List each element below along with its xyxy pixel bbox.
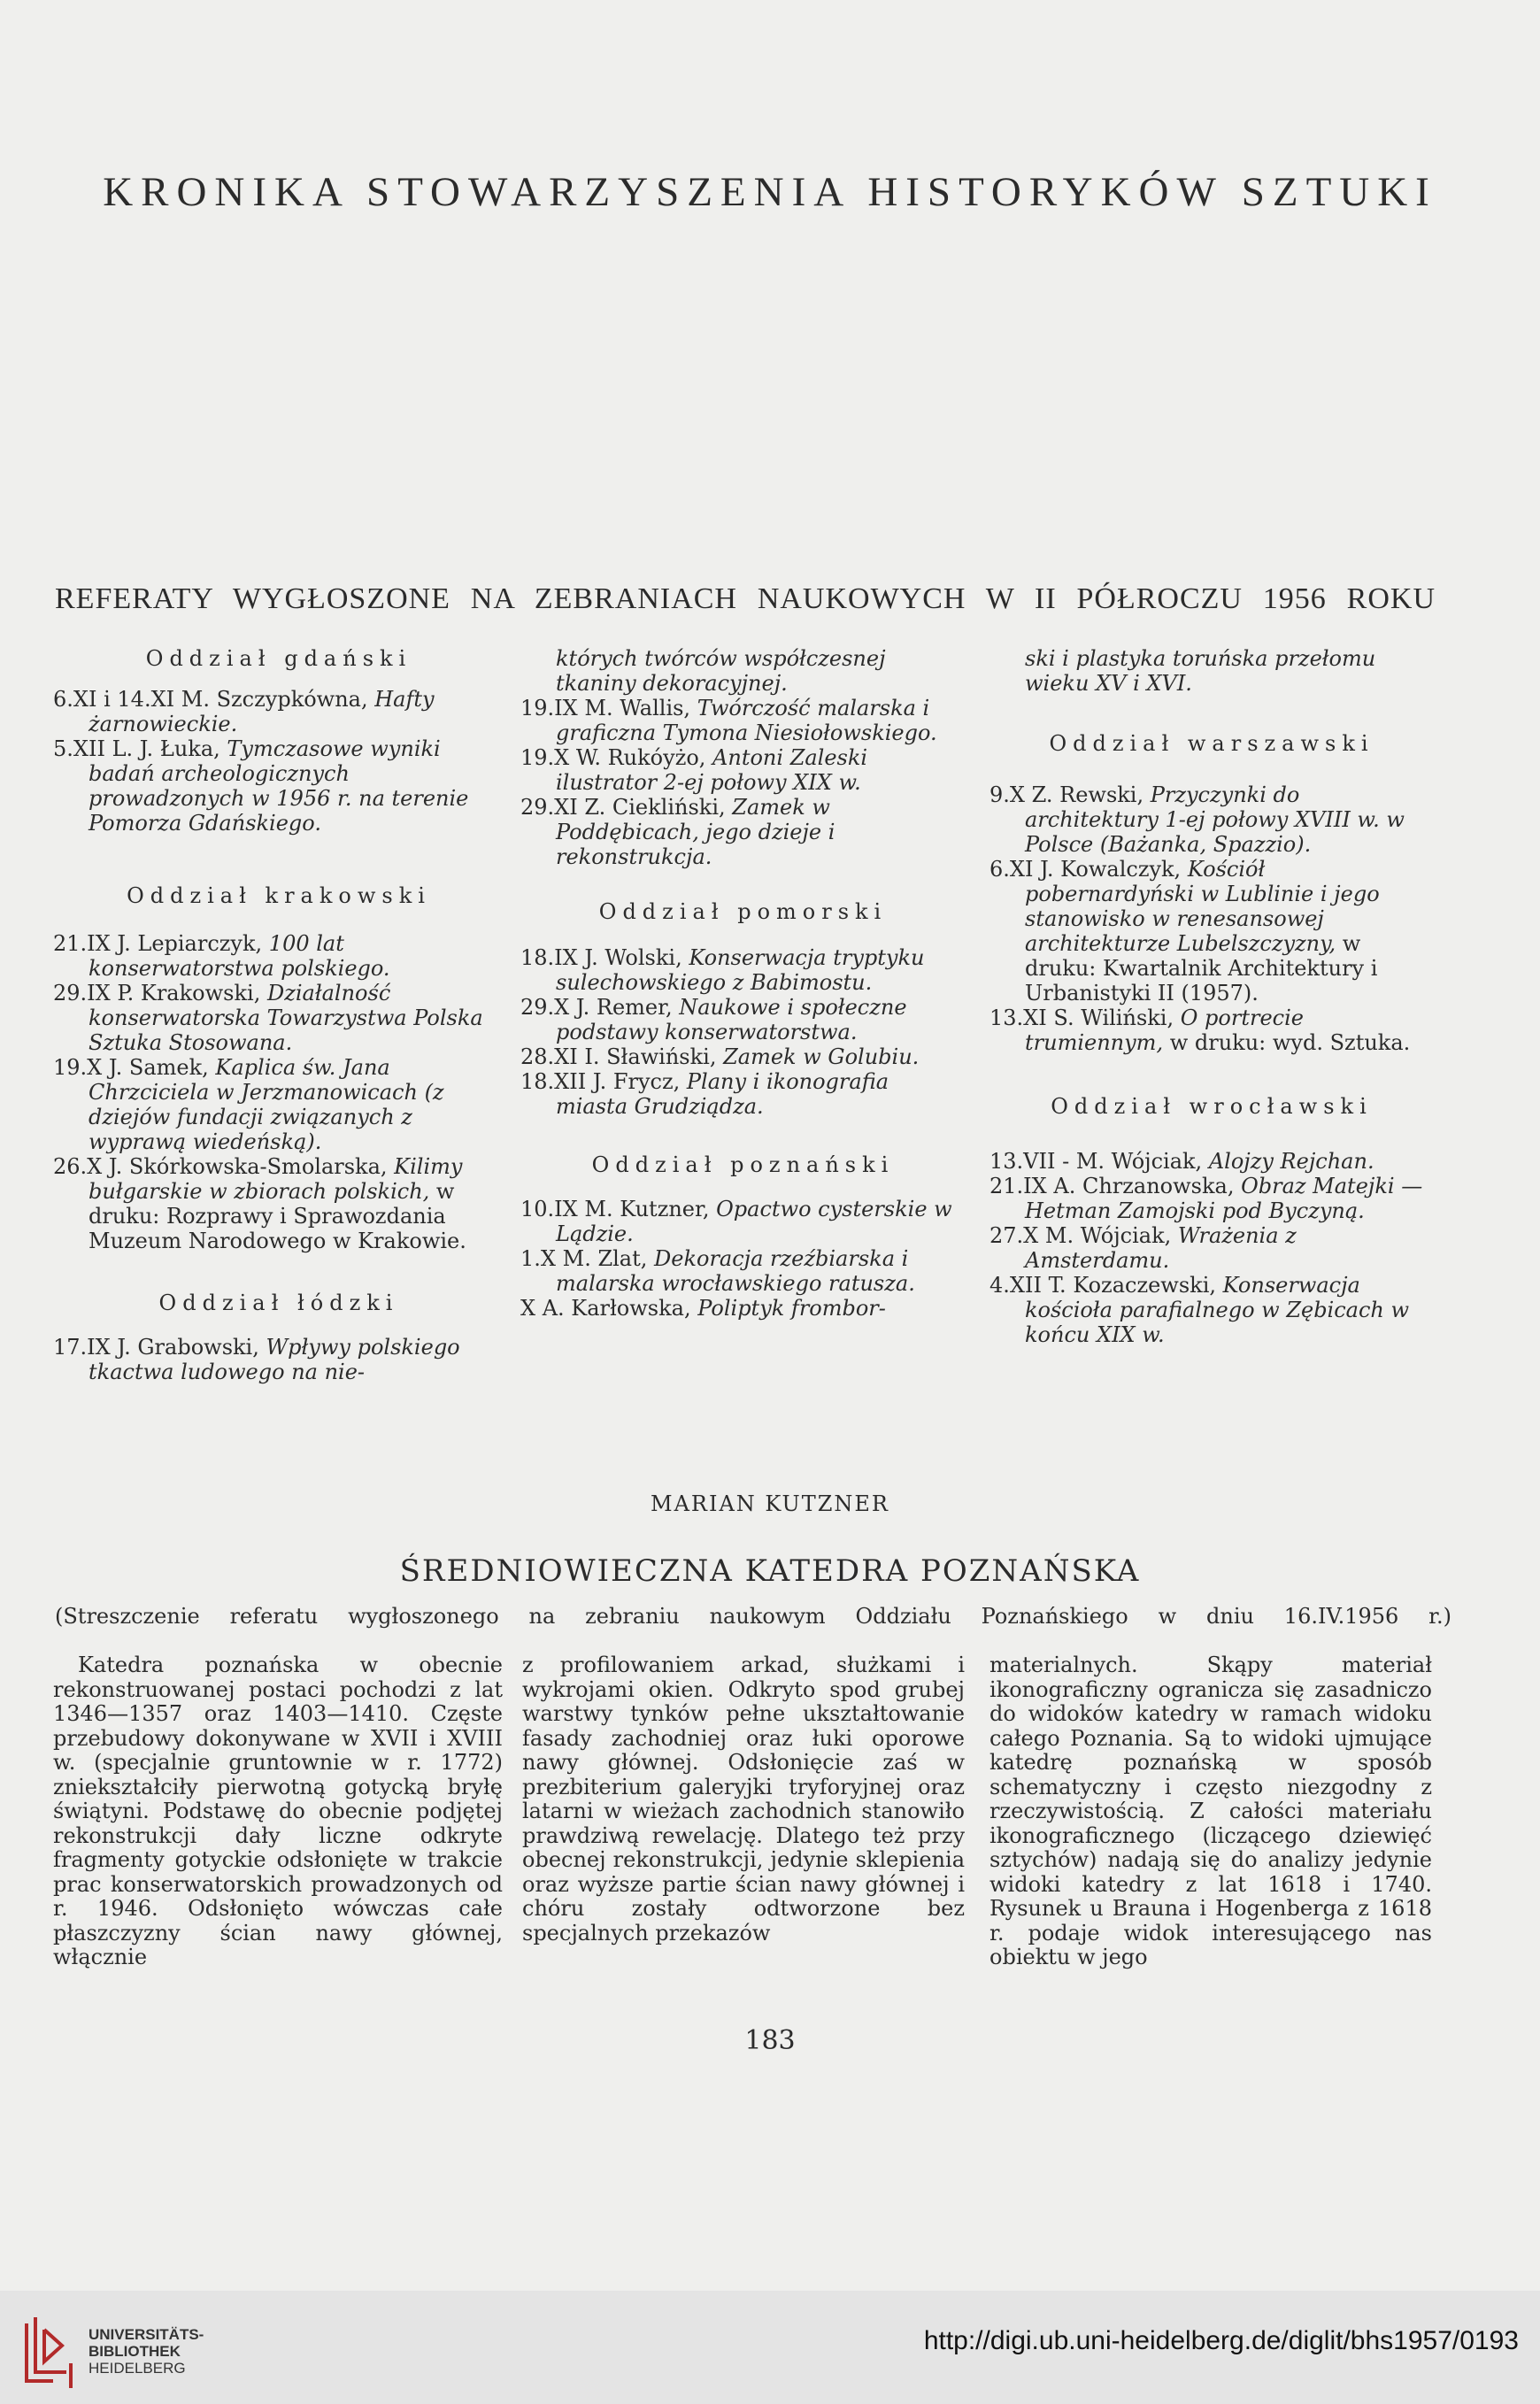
entry-author: 4.XII T. Kozaczewski, xyxy=(989,1273,1223,1298)
footer-bar xyxy=(0,2291,1540,2404)
entry-title: Przyczynki do architektury 1-ej połowy XVIII w. w Polsce (Bażanka, Spazzio). xyxy=(1025,782,1405,857)
library-line: BIBLIOTHEK xyxy=(89,2343,181,2360)
report-entry xyxy=(53,931,504,981)
library-name xyxy=(89,2326,204,2377)
entry-title: Konserwacja tryptyku sulechowskiego z Babimostu. xyxy=(556,945,925,995)
entry-author: 10.IX M. Kutzner, xyxy=(520,1197,717,1221)
entry-author: 21.IX A. Chrzanowska, xyxy=(989,1174,1242,1198)
report-entry xyxy=(989,782,1434,857)
entry-author: 18.IX J. Wolski, xyxy=(520,945,689,970)
report-entry xyxy=(989,857,1434,1006)
entry-note: w druku: wyd. Sztuka. xyxy=(1163,1030,1411,1055)
paragraph: Katedra poznańska w obecnie rekonstruowanej postaci pochodzi z lat 1346—1357 oraz 1403—1410. Częste przebudowy dokonywane w XVII i XVIII w. (specjalnie gruntownie w r. 1772) zniekształciły pierwotną gotycką bryłę świątyni. Podstawę do obecnie podjętej rekonstrukcji dały liczne odkryte fragmenty gotyckie odsłonięte w trakcie prac konserwatorskich prowadzonych od r. 1946. Odsłonięto wówczas całe płaszczyzny ścian nawy głównej, włącznie xyxy=(53,1653,503,1969)
entry-title: Hafty żarnowieckie. xyxy=(89,687,435,736)
entry-author: 18.XII J. Frycz, xyxy=(520,1069,687,1094)
report-entry xyxy=(520,745,966,795)
list-lodzki-continued xyxy=(520,696,966,869)
report-entry xyxy=(989,1223,1434,1273)
entry-title: Twórczość malarska i graficzna Tymona Niesiołowskiego. xyxy=(556,696,937,745)
entry-author: 19.X J. Samek, xyxy=(53,1055,216,1080)
section-heading-poznanski: Oddział poznański xyxy=(591,1152,895,1177)
report-entry xyxy=(53,1335,504,1384)
entry-author: 26.X J. Skórkowska-Smolarska, xyxy=(53,1154,395,1179)
entry-note: w druku: Rozprawy i Sprawozdania Muzeum Narodowego w Krakowie. xyxy=(89,1179,466,1253)
list-pomorski xyxy=(520,945,966,1119)
source-url-link[interactable]: http://digi.ub.uni-heidelberg.de/diglit/bhs1957/0193 xyxy=(923,2326,1519,2355)
entry-title: O portrecie trumiennym, xyxy=(1025,1006,1304,1055)
section-heading-lodzki: Oddział łódzki xyxy=(158,1291,399,1315)
entry-author: 21.IX J. Lepiarczyk, xyxy=(53,931,269,956)
entry-title: Tymczasowe wyniki badań archeologicznych prowadzonych w 1956 r. na terenie Pomorza Gdańskiego. xyxy=(89,736,469,836)
entry-title: Obraz Matejki — Hetman Zamojski pod Byczyną. xyxy=(1025,1174,1423,1223)
referaty-column-1 xyxy=(53,646,504,1384)
entry-author: 29.IX P. Krakowski, xyxy=(53,981,267,1006)
entry-note: w druku: Kwartalnik Architektury i Urbanistyki II (1957). xyxy=(1025,931,1378,1006)
entry-title: Poliptyk frombor- xyxy=(697,1296,886,1321)
entry-author: 5.XII L. J. Łuka, xyxy=(53,736,227,761)
entry-title: Kościół pobernardyński w Lublinie i jego stanowisko w renesansowej architekturze Lubelszczyzny, xyxy=(1025,857,1380,956)
entry-title: 100 lat konserwatorstwa polskiego. xyxy=(89,931,390,981)
report-entry xyxy=(520,1044,966,1069)
entry-author: 6.XI J. Kowalczyk, xyxy=(989,857,1188,882)
entry-author: 17.IX J. Grabowski, xyxy=(53,1335,266,1360)
report-entry xyxy=(53,687,504,736)
entry-title: Alojzy Rejchan. xyxy=(1208,1149,1374,1174)
entry-title: Zamek w Poddębicach, jego dzieje i rekonstrukcja. xyxy=(556,795,835,869)
entry-author: 27.X M. Wójciak, xyxy=(989,1223,1178,1248)
report-entry xyxy=(520,1246,966,1296)
report-entry xyxy=(520,945,966,995)
entry-author: 29.XI Z. Cieklіński, xyxy=(520,795,733,820)
report-entry xyxy=(989,1273,1434,1347)
report-entry xyxy=(53,1154,504,1253)
report-entry xyxy=(520,995,966,1044)
report-entry xyxy=(989,1006,1434,1055)
entry-author: 13.XI S. Wiliński, xyxy=(989,1006,1181,1030)
list-warszawski xyxy=(989,782,1434,1055)
continued-entry: których twórców współczesnej tkaniny dekoracyjnej. xyxy=(556,646,886,696)
section-heading-pomorski: Oddział pomorski xyxy=(598,899,888,924)
continued-entry: ski i plastyka toruńska przełomu wieku XV i XVI. xyxy=(1025,646,1376,696)
library-line: UNIVERSITÄTS- xyxy=(89,2326,204,2343)
entry-title: Antoni Zaleski ilustrator 2-ej połowy XIX w. xyxy=(556,745,868,795)
report-entry xyxy=(520,1296,966,1321)
entry-author: 9.X Z. Rewski, xyxy=(989,782,1151,807)
list-wroclawski xyxy=(989,1149,1434,1347)
list-lodzki xyxy=(53,1335,504,1384)
entry-author: 29.X J. Remer, xyxy=(520,995,680,1020)
paragraph: z profilowaniem arkad, służkami i wykrojami okien. Odkryto spod grubej warstwy tynków pełne ukształtowanie fasady zachodniej oraz łuki oporowe nawy głównej. Odsłonięcie zaś w prezbiterium galeryjki tryforyjnej oraz latarni w wieżach zachodnich stanowiło prawdziwą rewelację. Dlatego też przy obecnej rekonstrukcji, jedynie sklepienia oraz wyższe partie ścian nawy głównej i chóru zostały odtworzone bez specjalnych przekazów xyxy=(522,1653,965,1946)
report-entry xyxy=(520,795,966,869)
article-column-3 xyxy=(989,1653,1432,1970)
page-number: 183 xyxy=(744,2025,796,2056)
entry-title: Wrażenia z Amsterdamu. xyxy=(1025,1223,1297,1273)
entry-author: 13.VII - M. Wójciak, xyxy=(989,1149,1209,1174)
entry-title: Kilimy bułgarskie w zbiorach polskich, xyxy=(89,1154,463,1204)
report-entry xyxy=(520,696,966,745)
entry-title: Wpływy polskiego tkactwa ludowego na nie- xyxy=(89,1335,460,1384)
article-author: MARIAN KUTZNER xyxy=(651,1491,889,1516)
article-column-2 xyxy=(522,1653,965,1946)
list-gdanski xyxy=(53,687,504,836)
section-heading-wroclawski: Oddział wrocławski xyxy=(1051,1094,1373,1119)
article-subtitle: (Streszczenie referatu wygłoszonego na zebraniu naukowym Oddziału Poznańskiego w dniu 16.IV.1956 r.) xyxy=(55,1604,1451,1629)
page-title: KRONIKA STOWARZYSZENIA HISTORYKÓW SZTUKI xyxy=(103,169,1437,215)
report-entry xyxy=(989,1149,1434,1174)
report-entry xyxy=(520,1069,966,1119)
entry-title: Zamek w Golubiu. xyxy=(723,1044,920,1069)
article-column-1 xyxy=(53,1653,503,1970)
report-entry xyxy=(53,981,504,1055)
paragraph: materialnych. Skąpy materiał ikonograficzny ogranicza się zasadniczo do widoków katedry w ramach widoku całego Poznania. Są to widoki ujmujące katedrę poznańską w sposób schematyczny i często niezgodny z rzeczywistością. Z całości materiału ikonograficznego (liczącego dziewięć sztychów) nadają się do analizy jedynie widoki katedry z lat 1618 i 1740. Rysunek u Brauna i Hogenberga z 1618 r. podaje widok interesującego nas obiektu w jego xyxy=(989,1653,1432,1969)
article-title: ŚREDNIOWIECZNA KATEDRA POZNAŃSKA xyxy=(399,1553,1141,1589)
report-entry xyxy=(53,736,504,836)
entry-title: Naukowe i społeczne podstawy konserwatorstwa. xyxy=(556,995,907,1044)
entry-author: 1.X M. Zlat, xyxy=(520,1246,655,1271)
section-title-referaty: REFERATY WYGŁOSZONE NA ZEBRANIACH NAUKOWYCH W II PÓŁROCZU 1956 ROKU xyxy=(55,582,1436,615)
entry-title: Opactwo cysterskie w Lądzie. xyxy=(556,1197,952,1246)
entry-author: 6.XI i 14.XI M. Szczypkówna, xyxy=(53,687,375,712)
referaty-column-3 xyxy=(989,646,1434,1347)
entry-author: X A. Karłowska, xyxy=(520,1296,698,1321)
referaty-column-2 xyxy=(520,646,966,1321)
entry-author: 28.XI I. Sławiński, xyxy=(520,1044,724,1069)
entry-title: Kaplica św. Jana Chrzciciela w Jerzmanowicach (z dziejów fundacji związanych z wyprawą wiedeńską). xyxy=(89,1055,444,1154)
list-poznanski xyxy=(520,1197,966,1321)
section-heading-warszawski: Oddział warszawski xyxy=(1049,731,1374,756)
entry-author: 19.IX M. Wallis, xyxy=(520,696,697,720)
list-krakowski xyxy=(53,931,504,1253)
section-heading-krakowski: Oddział krakowski xyxy=(127,883,431,908)
entry-title: Działalność konserwatorska Towarzystwa Polska Sztuka Stosowana. xyxy=(89,981,483,1055)
section-heading-gdanski: Oddział gdański xyxy=(145,646,412,671)
entry-author: 19.X W. Rukóyżo, xyxy=(520,745,713,770)
ub-heidelberg-logo-icon xyxy=(18,2310,80,2390)
entry-title: Dekoracja rzeźbiarska i malarska wrocławskiego ratusza. xyxy=(556,1246,915,1296)
library-line: HEIDELBERG xyxy=(89,2360,186,2377)
entry-title: Plany i ikonografia miasta Grudziądza. xyxy=(556,1069,889,1119)
report-entry xyxy=(520,1197,966,1246)
report-entry xyxy=(53,1055,504,1154)
report-entry xyxy=(989,1174,1434,1223)
entry-title: Konserwacja kościoła parafialnego w Zębicach w końcu XIX w. xyxy=(1025,1273,1410,1347)
